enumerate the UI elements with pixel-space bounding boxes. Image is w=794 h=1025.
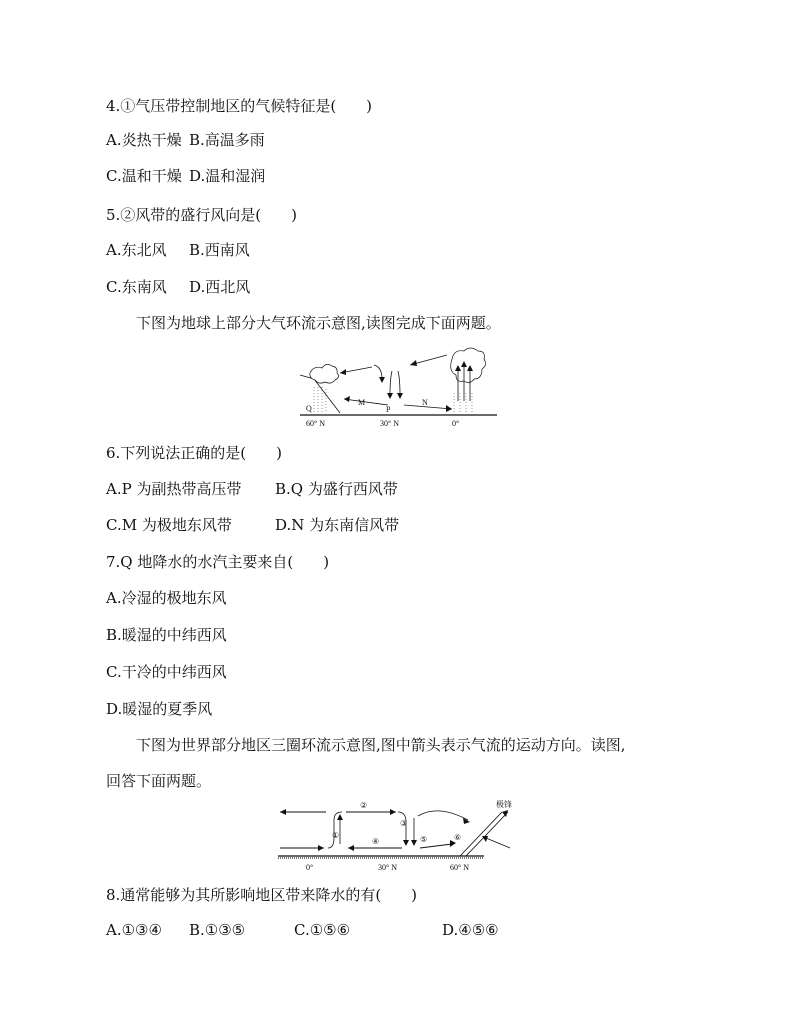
question-4-option-b: B.高温多雨 xyxy=(189,131,265,149)
question-6-option-a: A.P 为副热带高压带 xyxy=(106,480,242,498)
polar-front-label: 极锋 xyxy=(496,800,512,809)
circle-4: ④ xyxy=(372,837,380,846)
axis-30n: 30° N xyxy=(378,863,397,872)
question-4-option-d: D.温和湿润 xyxy=(189,167,266,185)
circle-1: ① xyxy=(332,831,340,840)
question-8-option-b: B.①③⑤ xyxy=(189,921,246,939)
label-m: M xyxy=(358,398,366,407)
question-8-option-c: C.①⑤⑥ xyxy=(294,921,351,939)
circle-3: ③ xyxy=(400,819,408,828)
question-7-stem: 7.Q 地降水的水汽主要来自( ) xyxy=(106,553,330,571)
axis-0: 0° xyxy=(306,863,314,872)
question-5-option-c: C.东南风 xyxy=(106,278,167,296)
question-8-option-d: D.④⑤⑥ xyxy=(442,921,499,939)
question-4-stem: 4.①气压带控制地区的气候特征是( ) xyxy=(106,97,373,115)
question-7-option-d: D.暖湿的夏季风 xyxy=(106,700,213,718)
cloud-left xyxy=(310,364,339,383)
intro-figure-2-line1: 下图为世界部分地区三圈环流示意图,图中箭头表示气流的运动方向。读图, xyxy=(136,736,626,754)
question-7-option-a: A.冷湿的极地东风 xyxy=(106,589,227,607)
label-p: P xyxy=(386,405,391,414)
question-4-option-a: A.炎热干燥 xyxy=(106,131,182,149)
question-5-option-d: D.西北风 xyxy=(189,278,251,296)
question-6-option-b: B.Q 为盛行西风带 xyxy=(275,480,398,498)
circle-2: ② xyxy=(360,801,368,810)
circle-6: ⑥ xyxy=(454,833,462,842)
axis-0: 0° xyxy=(452,419,460,428)
intro-figure-2-line2: 回答下面两题。 xyxy=(106,772,212,790)
cloud-equator xyxy=(451,348,486,383)
question-5-stem: 5.②风带的盛行风向是( ) xyxy=(106,206,298,224)
intro-figure-1: 下图为地球上部分大气环流示意图,读图完成下面两题。 xyxy=(136,314,501,332)
three-cell-circulation-figure-2 xyxy=(274,798,534,878)
question-7-option-b: B.暖湿的中纬西风 xyxy=(106,626,227,644)
question-6-stem: 6.下列说法正确的是( ) xyxy=(106,444,283,462)
question-8-option-a: A.①③④ xyxy=(106,921,162,939)
question-6-option-d: D.N 为东南信风带 xyxy=(275,516,400,534)
rain-left xyxy=(314,387,326,413)
atmospheric-circulation-figure-1 xyxy=(292,343,502,433)
question-5-option-a: A.东北风 xyxy=(106,241,167,259)
axis-60n: 60° N xyxy=(306,419,325,428)
axis-30n: 30° N xyxy=(380,419,399,428)
axis-60n: 60° N xyxy=(450,863,469,872)
question-7-option-c: C.干冷的中纬西风 xyxy=(106,663,227,681)
question-8-stem: 8.通常能够为其所影响地区带来降水的有( ) xyxy=(106,886,418,904)
label-n: N xyxy=(422,398,428,407)
question-4-option-c: C.温和干燥 xyxy=(106,167,182,185)
label-q: Q xyxy=(306,404,312,413)
question-5-option-b: B.西南风 xyxy=(189,241,250,259)
circle-5: ⑤ xyxy=(420,835,428,844)
question-6-option-c: C.M 为极地东风带 xyxy=(106,516,232,534)
